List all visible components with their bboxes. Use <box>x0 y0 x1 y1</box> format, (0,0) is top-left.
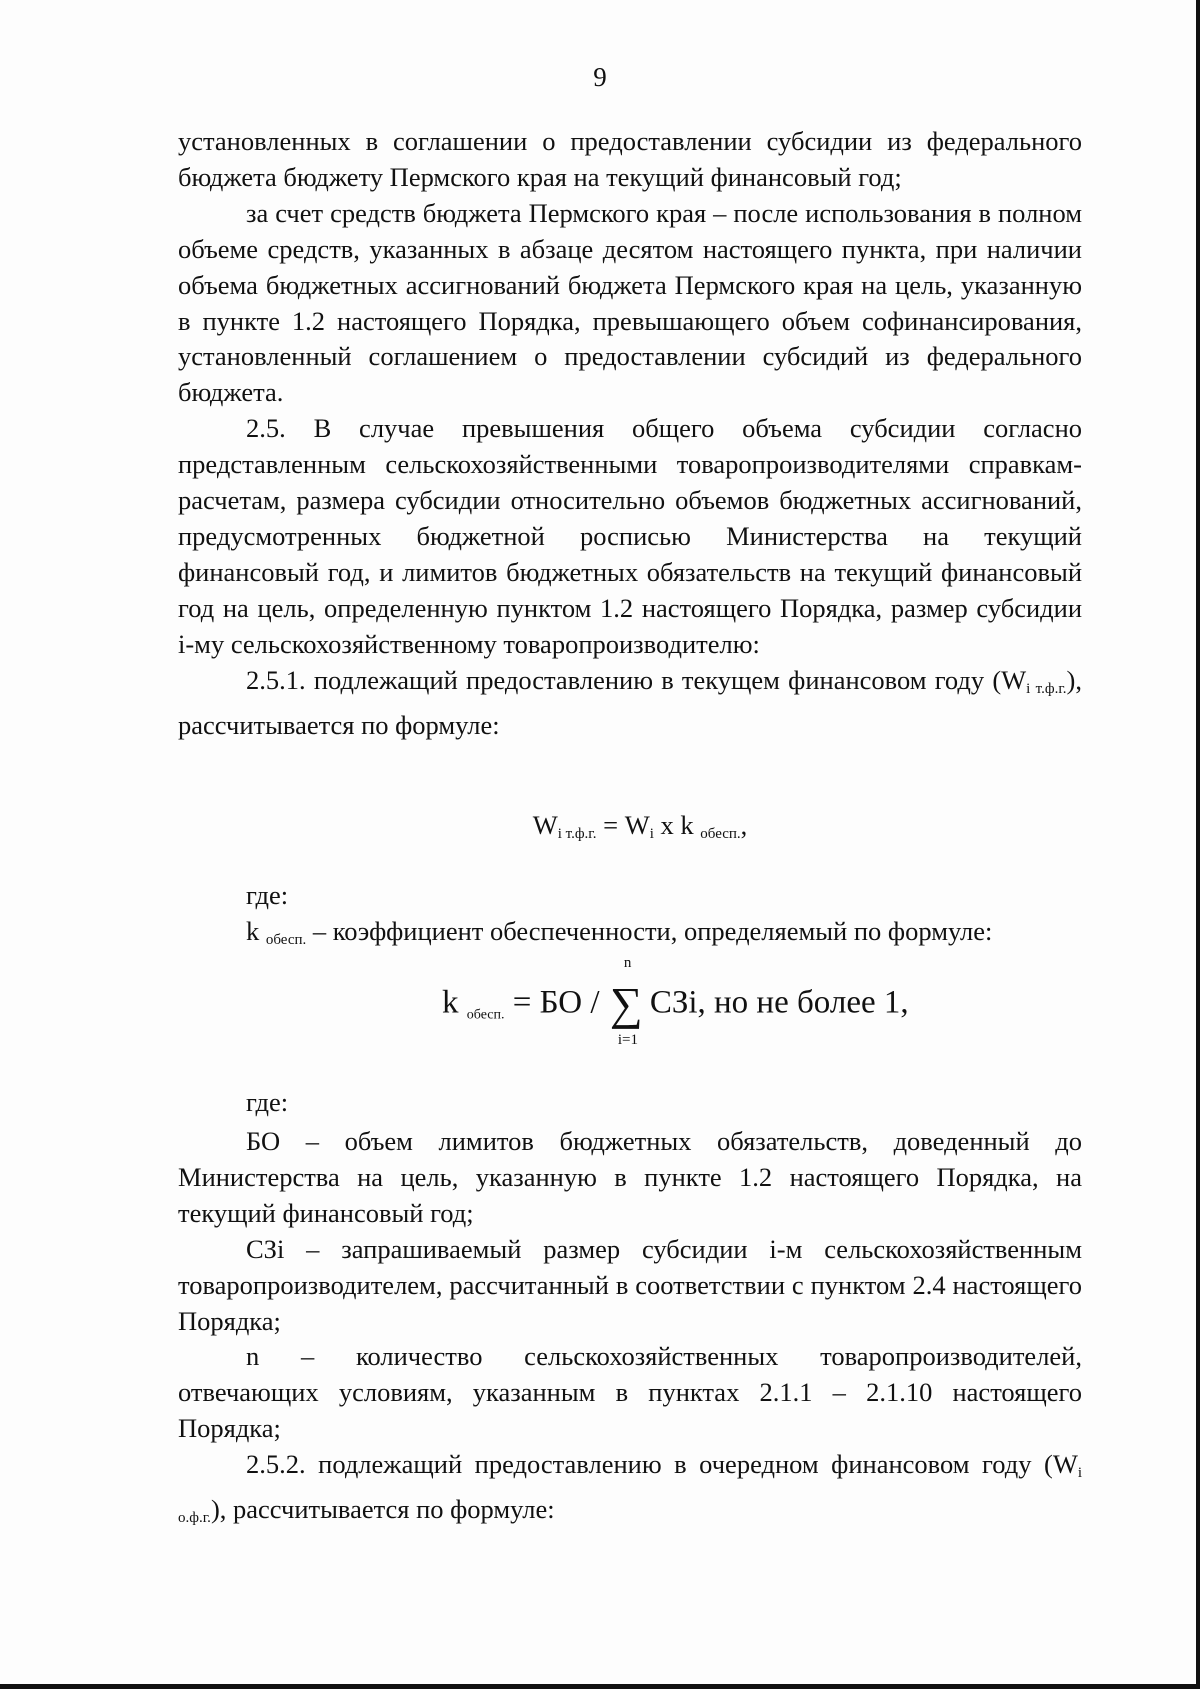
coefficient-definition: k $_{обесп.}$ – коэффициент обеспеченности, определяемый по формуле: <box>246 916 993 948</box>
paragraph-2-5: 2.5. В случае превышения общего объема субсидии согласно представленным сельскохозяйственными товаропроизводителями справкам-расчетам, размера субсидии относительно объемов бюджетных ассигнований, предусмотренных бюджетной росписью Министерства на текущий финансовый год, и лимитов бюджетных обязательств на текущий финансовый год на цель, определенную пунктом 1.2 настоящего Порядка, размер субсидии i-му сельскохозяйственному товаропроизводителю: <box>178 413 1082 659</box>
where-label-2: где: <box>246 1087 289 1117</box>
page-number: 9 <box>593 62 607 92</box>
formula-current-year: $W_{i т.ф.г.} = W_i$ x k $_{обесп.}$, <box>532 810 748 842</box>
formula-coefficient: k обесп. = БО / n ∑ i=1 СЗi, но не более 1, <box>442 955 909 1048</box>
text-block-bottom <box>178 1124 1082 1537</box>
paragraph-continuation: установленных в соглашении о предоставлении субсидии из федерального бюджета бюджету Пермского края на текущий финансовый год; <box>178 126 1082 192</box>
paragraph-2-5-1: 2.5.1. подлежащий предоставлению в текущем финансовом году $(W_{i т.ф.г.})$, рассчитывается по формуле: <box>178 664 1082 740</box>
scan-edge-bottom <box>0 1684 1200 1689</box>
summation-symbol: n ∑ i=1 <box>609 955 643 1048</box>
definition-szi: СЗi – запрашиваемый размер субсидии i-м сельскохозяйственным товаропроизводителем, рассчитанный в соответствии с пунктом 2.4 настоящего Порядка; <box>178 1233 1082 1336</box>
scan-edge-right <box>1196 0 1200 1689</box>
paragraph-2-5-2: 2.5.2. подлежащий предоставлению в очередном финансовом году $(W_{i о.ф.г.})$, рассчитывается по формуле: <box>178 1449 1082 1527</box>
definition-bo: БО – объем лимитов бюджетных обязательств, доведенный до Министерства на цель, указанную в пункте 1.2 настоящего Порядка, на текущий финансовый год; <box>178 1126 1082 1228</box>
definition-n: n – количество сельскохозяйственных товаропроизводителей, отвечающих условиям, указанным в пунктах 2.1.1 – 2.1.10 настоящего Порядка; <box>178 1341 1082 1444</box>
text-block-top <box>178 124 1082 743</box>
paragraph-budget-funds: за счет средств бюджета Пермского края – после использования в полном объеме средств, указанных в абзаце десятом настоящего пункта, при наличии объема бюджетных ассигнований бюджета Пермского края на цель, указанную в пункте 1.2 настоящего Порядка, превышающего объем софинансирования, установленный соглашением о предоставлении субсидий из федерального бюджета. <box>178 197 1082 408</box>
where-label-1: где: <box>246 880 289 910</box>
